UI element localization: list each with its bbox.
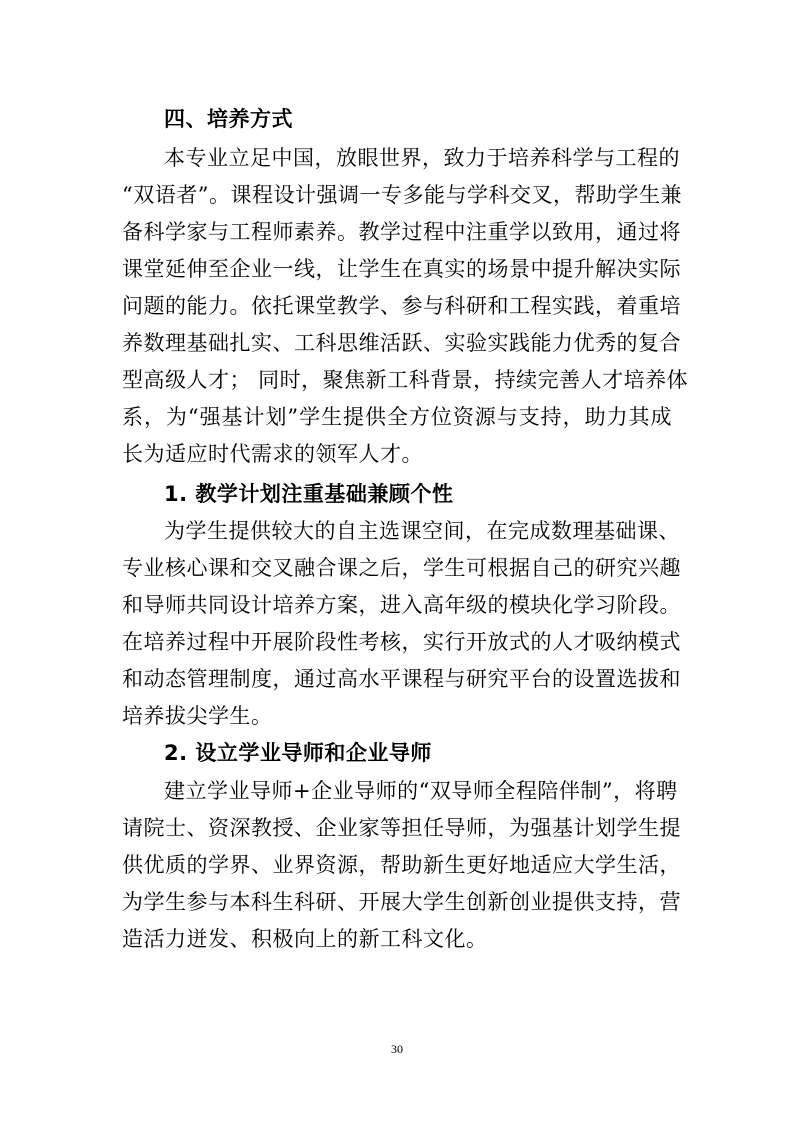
- paragraph-line: 为学生参与本科生科研、开展大学生创新创业提供支持，营: [122, 890, 681, 914]
- paragraph-line: 请院士、资深教授、企业家等担任导师，为强基计划学生提: [122, 816, 681, 840]
- paragraph-line: 为学生提供较大的自主选课空间，在完成数理基础课、: [164, 519, 680, 543]
- paragraph-line: 专业核心课和交叉融合课之后，学生可根据自己的研究兴趣: [122, 556, 681, 580]
- paragraph-line: 在培养过程中开展阶段性考核，实行开放式的人才吸纳模式: [122, 630, 681, 654]
- paragraph-line: 型高级人才； 同时，聚焦新工科背景，持续完善人才培养体: [122, 368, 689, 392]
- paragraph-line: 供优质的学界、业界资源，帮助新生更好地适应大学生活，: [122, 853, 681, 877]
- paragraph-line: 培养拔尖学生。: [122, 704, 273, 728]
- paragraph-line: “双语者”。课程设计强调一专多能与学科交叉，帮助学生兼: [122, 183, 682, 207]
- paragraph-line: 建立学业导师+企业导师的“双导师全程陪伴制”，将聘: [164, 779, 678, 803]
- paragraph-line: 长为适应时代需求的领军人才。: [122, 442, 423, 466]
- subsection-heading: 1. 教学计划注重基础兼顾个性: [164, 482, 454, 506]
- paragraph-line: 和动态管理制度，通过高水平课程与研究平台的设置选拔和: [122, 667, 681, 691]
- subsection-heading: 2. 设立学业导师和企业导师: [164, 741, 432, 765]
- page-number: 30: [391, 1042, 403, 1056]
- paragraph-line: 系，为“强基计划”学生提供全方位资源与支持，助力其成: [122, 405, 672, 429]
- paragraph-line: 问题的能力。依托课堂教学、参与科研和工程实践，着重培: [122, 294, 681, 318]
- paragraph-line: 课堂延伸至企业一线，让学生在真实的场景中提升解决实际: [122, 257, 681, 281]
- paragraph-line: 备科学家与工程师素养。教学过程中注重学以致用，通过将: [122, 220, 681, 244]
- paragraph-line: 养数理基础扎实、工科思维活跃、实验实践能力优秀的复合: [122, 331, 681, 355]
- paragraph-line: 本专业立足中国，放眼世界，致力于培养科学与工程的: [164, 146, 680, 170]
- paragraph-line: 造活力迸发、积极向上的新工科文化。: [122, 927, 488, 951]
- paragraph-line: 和导师共同设计培养方案，进入高年级的模块化学习阶段。: [122, 593, 681, 617]
- section-heading: 四、培养方式: [164, 107, 293, 131]
